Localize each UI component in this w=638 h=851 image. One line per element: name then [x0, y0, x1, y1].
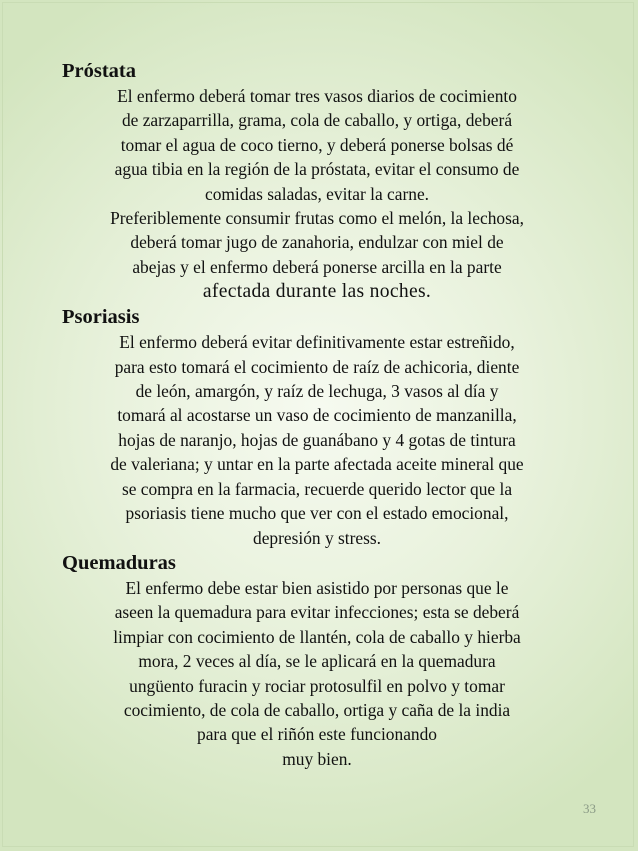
- section-heading-prostata: Próstata: [62, 60, 137, 82]
- text-line: El enfermo deberá tomar tres vasos diarios de cocimiento: [117, 86, 517, 106]
- text-line: agua tibia en la región de la próstata, evitar el consumo de: [114, 159, 520, 180]
- text-line: cocimiento, de cola de caballo, ortiga y caña de la india: [123, 699, 511, 720]
- section-body-quemaduras: [62, 576, 572, 771]
- text-line: para que el riñón este funcionando: [197, 724, 437, 745]
- text-line: El enfermo deberá evitar definitivamente estar estreñido,: [119, 332, 515, 353]
- text-line: ungüento furacin y rociar protosulfil en polvo y tomar: [129, 675, 505, 696]
- text-line: de león, amargón, y raíz de lechuga, 3 vasos al día y: [135, 381, 499, 402]
- text-line: El enfermo debe estar bien asistido por personas que le: [125, 577, 509, 598]
- text-line: de zarzaparrilla, grama, cola de caballo, y ortiga, deberá: [121, 110, 513, 131]
- section-heading-psoriasis: Psoriasis: [62, 306, 140, 329]
- text-line: se compra en la farmacia, recuerde querido lector que la: [121, 478, 513, 499]
- text-line: psoriasis tiene mucho que ver con el estado emocional,: [125, 503, 509, 524]
- text-line: Preferiblemente consumir frutas como el melón, la lechosa,: [110, 208, 524, 229]
- text-line: muy bien.: [282, 748, 352, 769]
- page-number: 33: [583, 801, 596, 816]
- text-line: depresión y stress.: [253, 527, 381, 548]
- text-line: para esto tomará el cocimiento de raíz de achicoria, diente: [114, 356, 520, 377]
- page-content: [62, 58, 572, 771]
- text-line: abejas y el enfermo deberá ponerse arcilla en la parte: [132, 256, 502, 277]
- text-line: afectada durante las noches.: [202, 281, 432, 303]
- text-line: de valeriana; y untar en la parte afectada aceite mineral que: [110, 454, 524, 475]
- section-heading-quemaduras: Quemaduras: [62, 551, 176, 574]
- text-line: aseen la quemadura para evitar infecciones; esta se deberá: [114, 602, 520, 623]
- text-line: deberá tomar jugo de zanahoria, endulzar con miel de: [130, 232, 504, 253]
- text-line: tomar el agua de coco tierno, y deberá ponerse bolsas dé: [120, 134, 514, 155]
- text-line: mora, 2 veces al día, se le aplicará en la quemadura: [138, 651, 496, 672]
- text-line: hojas de naranjo, hojas de guanábano y 4 gotas de tintura: [118, 429, 516, 450]
- section-body-prostata: [62, 84, 572, 304]
- text-line: comidas saladas, evitar la carne.: [204, 183, 430, 204]
- text-line: limpiar con cocimiento de llantén, cola de caballo y hierba: [113, 626, 521, 647]
- section-body-psoriasis: [62, 330, 572, 550]
- text-line: tomará al acostarse un vaso de cocimiento de manzanilla,: [117, 405, 517, 426]
